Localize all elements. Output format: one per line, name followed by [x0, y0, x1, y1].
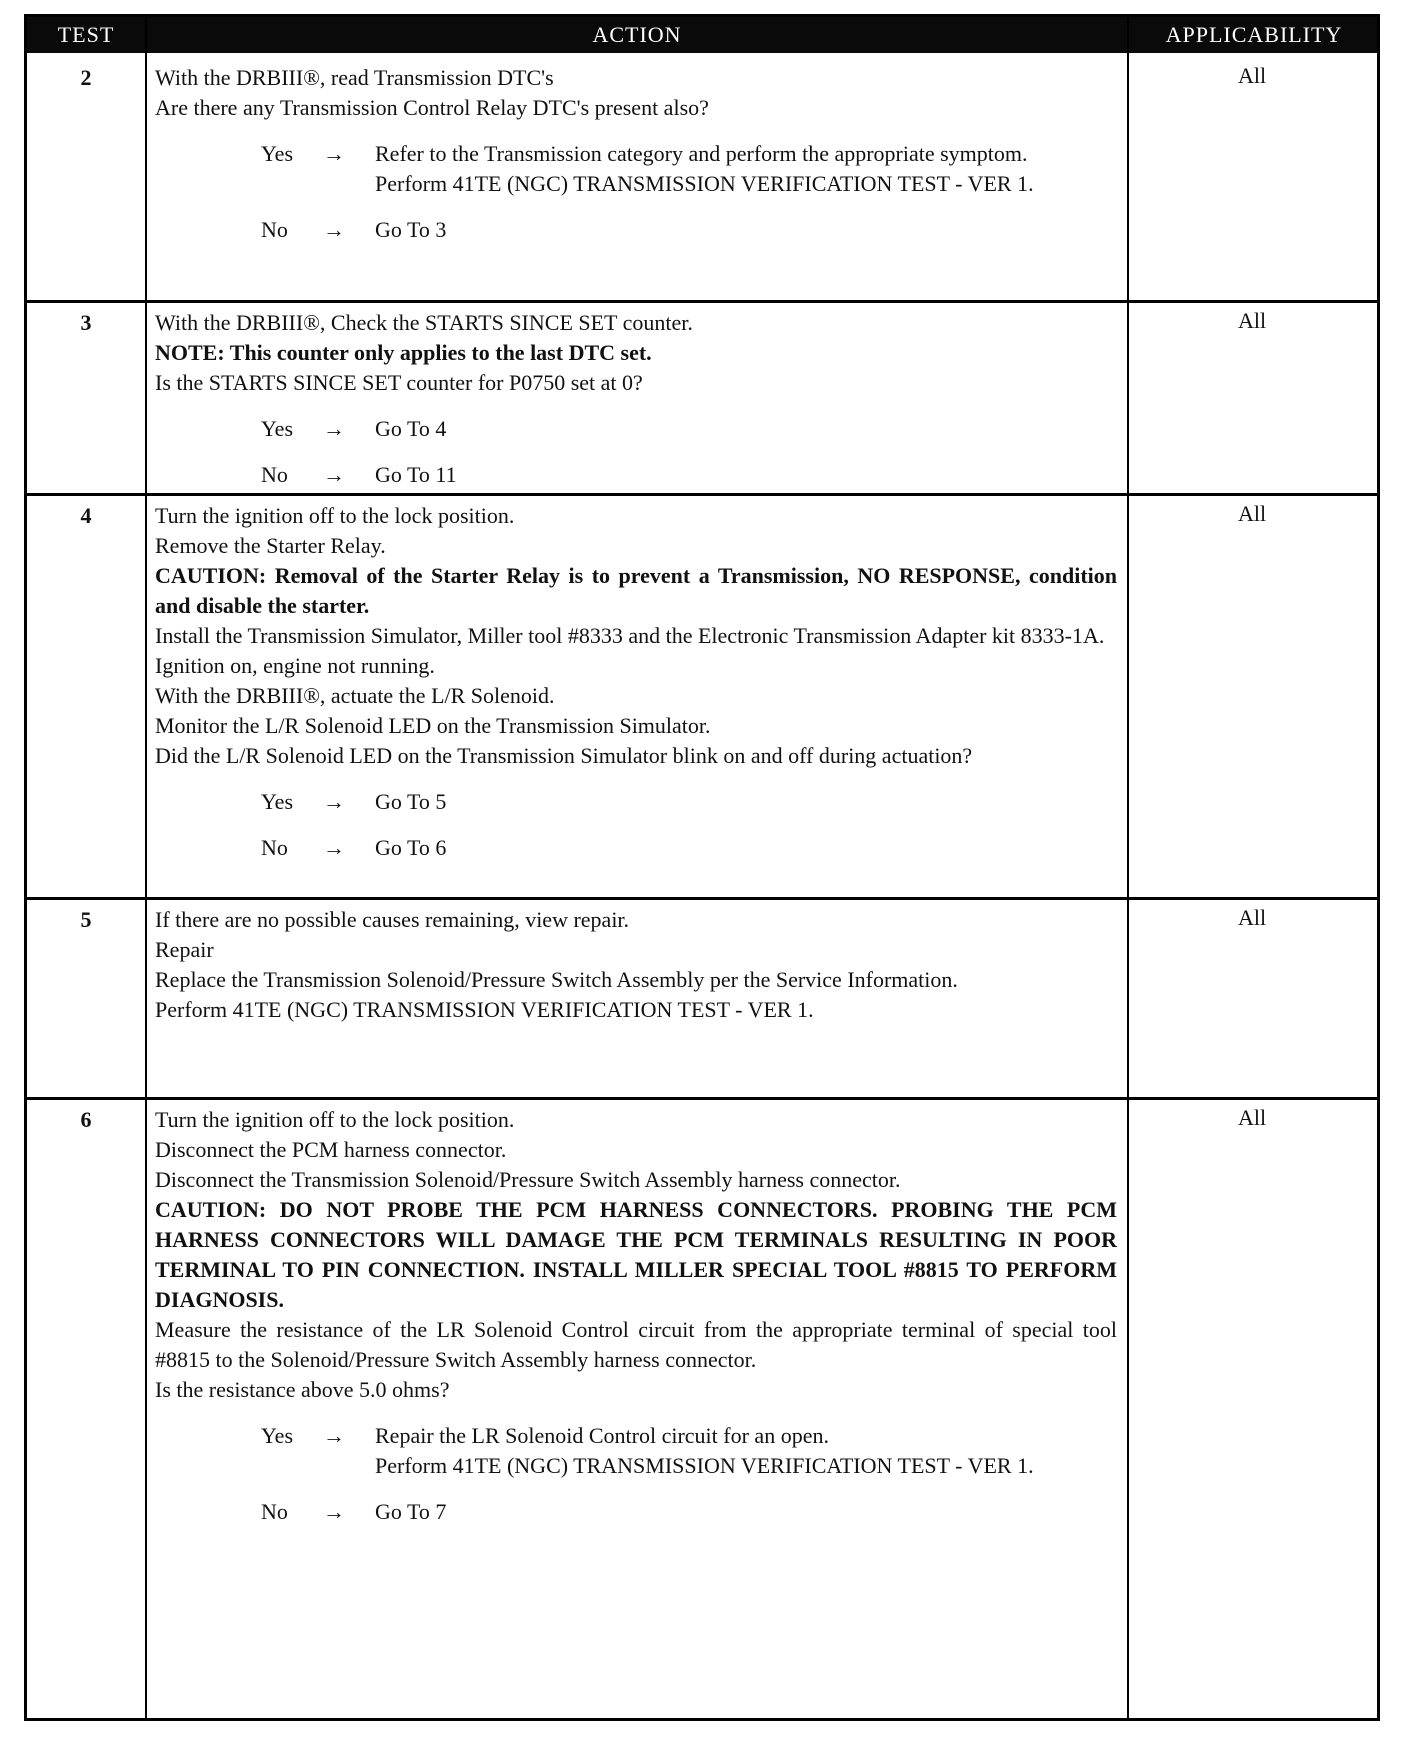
repair-text: Replace the Transmission Solenoid/Pressure Switch Assembly per the Service Information.: [155, 967, 958, 992]
yes-label: Yes: [261, 141, 294, 166]
yes-option: [155, 414, 1117, 444]
action-text: With the DRBIII®, read Transmission DTC's: [155, 65, 554, 90]
applicability-value: All: [1237, 905, 1267, 930]
header-applicability: APPLICABILITY: [1165, 22, 1343, 47]
action-text: With the DRBIII®, Check the STARTS SINCE SET counter.: [155, 310, 693, 335]
yes-result: Perform 41TE (NGC) TRANSMISSION VERIFICATION TEST - VER 1.: [375, 171, 1034, 196]
yes-result: Go To 5: [375, 789, 447, 814]
yes-label: Yes: [261, 416, 294, 441]
arrow-icon: →: [323, 217, 345, 242]
repair-text: Perform 41TE (NGC) TRANSMISSION VERIFICATION TEST - VER 1.: [155, 997, 814, 1022]
test-number: 6: [80, 1107, 92, 1132]
arrow-icon: →: [323, 789, 345, 814]
test-number: 5: [80, 907, 92, 932]
applicability-value: All: [1237, 308, 1267, 333]
action-text: Install the Transmission Simulator, Miller tool #8333 and the Electronic Transmission Adapter kit 8333-1A.: [155, 623, 1105, 648]
no-label: No: [261, 462, 288, 487]
action-text: Disconnect the Transmission Solenoid/Pressure Switch Assembly harness connector.: [155, 1167, 901, 1192]
yes-result: Perform 41TE (NGC) TRANSMISSION VERIFICATION TEST - VER 1.: [375, 1453, 1034, 1478]
action-text: Monitor the L/R Solenoid LED on the Transmission Simulator.: [155, 713, 711, 738]
applicability-value: All: [1237, 63, 1267, 88]
action-text: Remove the Starter Relay.: [155, 533, 386, 558]
yes-label: Yes: [261, 1423, 294, 1448]
action-text: With the DRBIII®, actuate the L/R Solenoid.: [155, 683, 555, 708]
no-option: [155, 833, 1117, 863]
action-text: Did the L/R Solenoid LED on the Transmission Simulator blink on and off during actuation?: [155, 743, 973, 768]
arrow-icon: →: [323, 835, 345, 860]
repair-label: Repair: [155, 937, 214, 962]
caution-text: CAUTION: DO NOT PROBE THE PCM HARNESS CONNECTORS. PROBING THE PCM HARNESS CONNECTORS WILL DAMAGE THE PCM TERMINALS RESULTING IN POOR TERMINAL TO PIN CONNECTION. INSTALL MILLER SPECIAL TOOL #8815 TO PERFORM DIAGNOSIS.: [155, 1197, 1117, 1312]
arrow-icon: →: [323, 416, 345, 441]
yes-option: [155, 787, 1117, 817]
action-text: Disconnect the PCM harness connector.: [155, 1137, 507, 1162]
action-text: Ignition on, engine not running.: [155, 653, 435, 678]
yes-result: Repair the LR Solenoid Control circuit for an open.: [375, 1423, 829, 1448]
column-divider: [1127, 17, 1129, 1718]
yes-option: [155, 1421, 1117, 1481]
yes-result: Go To 4: [375, 416, 447, 441]
action-text: If there are no possible causes remaining, view repair.: [155, 907, 630, 932]
header-action: ACTION: [592, 22, 682, 47]
no-result: Go To 11: [375, 462, 457, 487]
no-result: Go To 6: [375, 835, 447, 860]
no-option: [155, 460, 1117, 490]
action-cell: [155, 308, 1117, 490]
arrow-icon: →: [323, 462, 345, 487]
note-text: NOTE: This counter only applies to the last DTC set.: [155, 340, 652, 365]
no-result: Go To 7: [375, 1499, 447, 1524]
row-divider: [27, 897, 1377, 900]
action-text: Are there any Transmission Control Relay DTC's present also?: [155, 95, 709, 120]
applicability-value: All: [1237, 1105, 1267, 1130]
action-text: Measure the resistance of the LR Solenoid Control circuit from the appropriate terminal of special tool #8815 to the Solenoid/Pressure Switch Assembly harness connector.: [155, 1317, 1117, 1372]
row-divider: [27, 300, 1377, 303]
no-label: No: [261, 1499, 288, 1524]
caution-text: CAUTION: Removal of the Starter Relay is to prevent a Transmission, NO RESPONSE, condition and disable the starter.: [155, 563, 1117, 618]
action-cell: [155, 63, 1117, 245]
test-number: 2: [80, 65, 92, 90]
row-divider: [27, 493, 1377, 496]
action-cell: [155, 501, 1117, 863]
action-cell: [155, 1105, 1117, 1527]
arrow-icon: →: [323, 141, 345, 166]
no-label: No: [261, 217, 288, 242]
row-divider: [27, 1097, 1377, 1100]
action-text: Turn the ignition off to the lock position.: [155, 1107, 515, 1132]
diagnostic-table: [24, 14, 1380, 1721]
no-label: No: [261, 835, 288, 860]
yes-label: Yes: [261, 789, 294, 814]
action-text: Is the STARTS SINCE SET counter for P0750 set at 0?: [155, 370, 643, 395]
header-test: TEST: [57, 22, 115, 47]
applicability-value: All: [1237, 501, 1267, 526]
action-cell: [155, 905, 1117, 1025]
column-divider: [145, 17, 147, 1718]
arrow-icon: →: [323, 1499, 345, 1524]
action-text: Turn the ignition off to the lock position.: [155, 503, 515, 528]
arrow-icon: →: [323, 1423, 345, 1448]
table-header: [27, 17, 1377, 53]
yes-option: [155, 139, 1117, 199]
action-text: Is the resistance above 5.0 ohms?: [155, 1377, 450, 1402]
test-number: 3: [80, 310, 92, 335]
test-number: 4: [80, 503, 92, 528]
no-result: Go To 3: [375, 217, 447, 242]
no-option: [155, 215, 1117, 245]
yes-result: Refer to the Transmission category and perform the appropriate symptom.: [375, 141, 1028, 166]
no-option: [155, 1497, 1117, 1527]
